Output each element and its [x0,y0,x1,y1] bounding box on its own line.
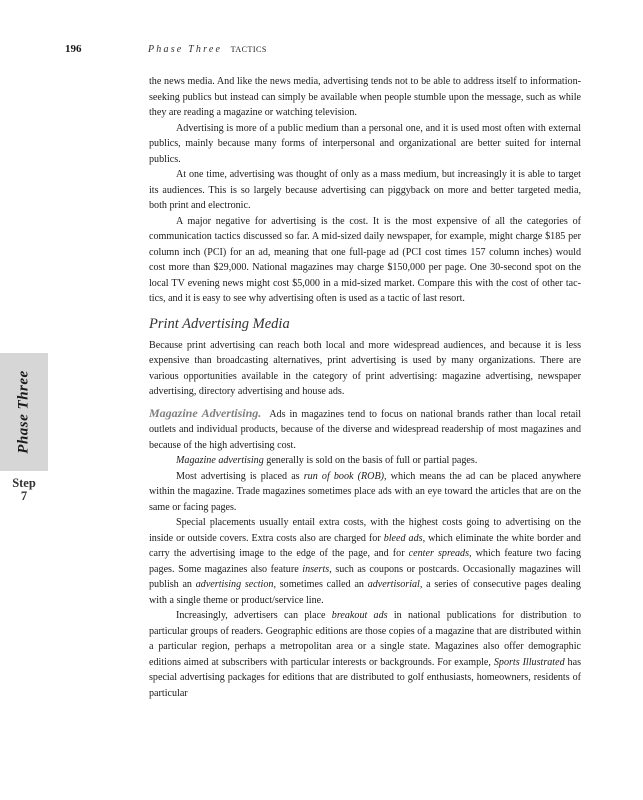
section-heading: Print Advertising Media [149,315,290,332]
paragraph-text: Most advertising is placed as [176,470,304,482]
key-term: breakout ads [331,610,388,621]
subheading: Magazine Advertising. [149,405,262,420]
paragraph-text: in national publications for distribution to particular groups of readers. Geographic editions are those copies of a magazine that are distributed within a particular region, perhaps a metropolitan area or a single state. Magazines also offer demographic editions aimed at subscribers with particular interests or backgrounds. For example, [149,610,581,668]
paragraph [149,453,581,469]
key-term: advertising section, [195,579,276,590]
paragraph-text: has special advertising packages for editions that are distributed to golf enthusiasts, homeowners, residents of particular [149,656,582,699]
step-word: Step [12,476,36,490]
key-term: inserts, [302,563,332,575]
key-term: Sports Illustrated [493,656,565,668]
key-term: advertisorial, [367,579,423,590]
paragraph: Because print advertising can reach both local and more widespread audiences, and because it is less expensive than broadcasting alternatives, print advertising is used by many organizations. There are various opportunities available in the category of print advertising: magazine advertising, newspaper advertising, directory advertising and house ads. [149,339,581,397]
paragraph [149,406,581,454]
paragraph [149,515,581,608]
key-term: center spreads, [408,548,472,559]
paragraph-text: such as coupons or postcards. Occasionally magazines will publish an [149,563,581,590]
paragraph [149,608,581,701]
paragraph-text: a series of consecutive pages dealing with a single theme or product/service line. [149,579,581,606]
paragraph-text: Increasingly, advertisers can place [176,610,332,621]
key-term: bleed ads, [383,532,426,544]
running-head-phase: Phase Three [148,44,223,55]
paragraph: Advertising is more of a public medium than a personal one, and it is used most often with external publics, mainly because many forms of interpersonal and organizational are better suited for internal publics. [149,122,581,165]
paragraph: A major negative for advertising is the cost. It is the most expensive of all the categories of communication tactics discussed so far. A mid-sized daily newspaper, for example, might charge $185 per column inch (PCI) for an ad, meaning that one full-page ad (PCI cost times 157 column inches) would cost more than $29,000. National magazines may charge $150,000 per page. One 30-second spot on the local TV evening news might cost $5,000 in a mid-sized market. Compare this with the cost of other tactics, and it is easy to see why advertising often is used as a tactic of last resort. [149,215,581,304]
paragraph-text: which means the ad can be placed anywhere within the magazine. Trade magazines sometimes place ads with an eye toward the articles that are on the same or facing pages. [149,470,581,513]
paragraph: At one time, advertising was thought of only as a mass medium, but increasingly it is able to target its audiences. This is so largely because advertising can piggyback on more and better targeted media, both print and electronic. [149,169,581,211]
step-label [0,477,48,503]
paragraph: the news media. And like the news media, advertising tends not to be able to address itself to information-seeking publics but instead can simply be available when people stumble upon the message, such as while they are reading a magazine or watching television. [149,76,581,118]
paragraph-text: Ads in magazines tend to focus on national brands rather than local retail outlets and individual products, because of the diverse and widespread readership of most magazines and because of the high advertising cost. [149,408,581,451]
paragraph-text: Special placements usually entail extra costs, with the highest costs going to advertising on the inside or outside covers. Extra costs also are charged for [149,517,581,544]
step-number: 7 [20,489,28,503]
paragraph-text: generally is sold on the basis of full or partial pages. [263,455,478,466]
key-term: run of book (ROB), [303,470,387,482]
paragraph [149,469,581,516]
page-body [149,74,581,701]
page-number: 196 [65,43,82,55]
paragraph-text: which eliminate the white border and carry the advertising image to the edge of the page, and for [149,532,581,559]
side-tab-label: Phase Three [15,370,32,454]
running-head [148,44,267,55]
running-head-section: TACTICS [230,45,267,54]
paragraph-text: which feature two facing pages. Some magazines also feature [149,548,581,575]
key-term: Magazine advertising [176,455,264,466]
paragraph-text: sometimes called an [275,579,368,590]
